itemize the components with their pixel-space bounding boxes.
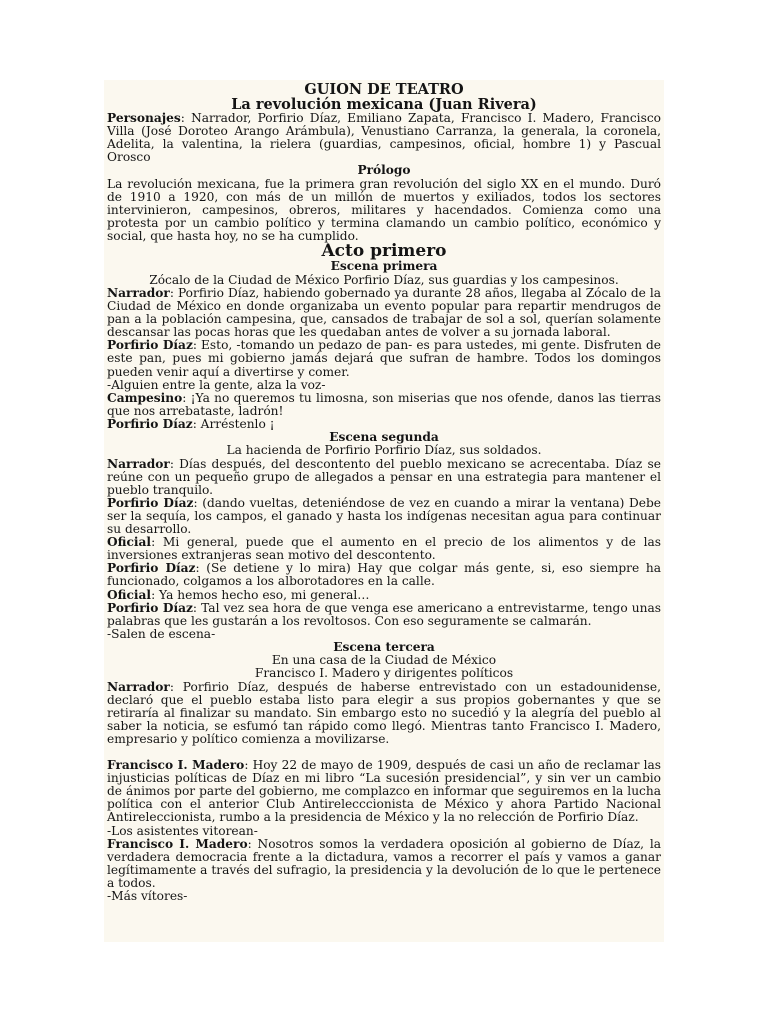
personajes-paragraph bbox=[107, 112, 661, 164]
speaker: Campesino bbox=[107, 390, 183, 405]
line-text: : (Se detiene y lo mira) Hay que colgar más gente, si, eso siempre ha funcionado, colgamos a los alborotadores en la calle. bbox=[107, 561, 661, 589]
acto-heading: Acto primero bbox=[321, 241, 447, 262]
escena3-setting-1: En una casa de la Ciudad de México bbox=[271, 653, 497, 668]
personajes-text: : Narrador, Porfirio Díaz, Emiliano Zapata, Francisco I. Madero, Francisco Villa (José Doroteo Arango Arámbula), Venustiano Carranza, la generala, la coronela, Adelita, la valentina, la rielera (guardias, campesinos, oficial, hombre 1) y Pascual Orosco bbox=[107, 111, 661, 165]
speaker: Porfirio Díaz bbox=[107, 338, 193, 353]
escena2-setting: La hacienda de Porfirio Porfirio Díaz, sus soldados. bbox=[226, 443, 542, 458]
dialogue-line bbox=[107, 497, 661, 536]
dialogue-line bbox=[107, 418, 661, 431]
dialogue-line bbox=[107, 562, 661, 588]
line-text: : Hoy 22 de mayo de 1909, después de casi un año de reclamar las injusticias políticas de Díaz en mi libro “La sucesión presidencial”, y sin ver un cambio de ánimos por parte del gobierno, me complazco en informar que seguiremos en la lucha política con el anterior Club Antirelecccionista de México y ahora Partido Nacional Antireleccionista, rumbo a la presidencia de México y la no relección de Porfirio Díaz. bbox=[107, 758, 661, 825]
document-title: GUION DE TEATRO bbox=[304, 81, 464, 98]
dialogue-line bbox=[107, 602, 661, 628]
speaker: Narrador bbox=[107, 285, 170, 300]
escena3-heading: Escena tercera bbox=[333, 639, 435, 654]
escena3-setting-2: Francisco I. Madero y dirigentes políticos bbox=[254, 666, 514, 681]
line-text: : Esto, -tomando un pedazo de pan- es para ustedes, mi gente. Disfruten de este pan, pues mi gobierno jamás dejará que sufran de hambre. Todos los domingos pueden venir aquí a divertirse y comer. bbox=[107, 338, 662, 379]
line-text: : Porfirio Díaz, habiendo gobernado ya durante 28 años, llegaba al Zócalo de la Ciudad de México en donde organizaba un evento popular para repartir mendrugos de pan a la población campesina, que, cansados de trabajar de sol a sol, querían solamente descansar las pocas horas que les quedaban antes de volver a su jornada laboral. bbox=[107, 285, 661, 340]
document-page bbox=[104, 80, 664, 942]
speaker: Narrador bbox=[107, 456, 170, 471]
prologo-text: La revolución mexicana, fue la primera gran revolución del siglo XX en el mundo. Duró de 1910 a 1920, con más de un millón de muertos y exiliados, todos los sectores intervinieron, campesinos, obreros, militares y hacendados. Comienza como una protesta por un cambio político y termina clamando un cambio político, económico y social, que hasta hoy, no se ha cumplido. bbox=[107, 176, 661, 244]
prologo-heading: Prólogo bbox=[357, 163, 411, 178]
escena2-heading: Escena segunda bbox=[329, 429, 439, 444]
speaker: Francisco I. Madero bbox=[107, 836, 248, 851]
speaker: Narrador bbox=[107, 679, 170, 694]
dialogue-line bbox=[107, 392, 661, 418]
speaker: Oficial bbox=[107, 587, 152, 602]
line-text: : ¡Ya no queremos tu limosna, son miserias que nos ofende, danos las tierras que nos arrebataste, ladrón! bbox=[107, 390, 661, 418]
line-text: : Mi general, puede que el aumento en el precio de los alimentos y de las inversiones extranjeras sean motivo del descontento. bbox=[107, 535, 661, 563]
dialogue-line bbox=[107, 287, 661, 339]
stage-direction: -Alguien entre la gente, alza la voz- bbox=[107, 377, 326, 392]
speaker: Porfirio Díaz bbox=[107, 495, 194, 510]
dialogue-line bbox=[107, 838, 661, 890]
dialogue-line bbox=[107, 458, 661, 497]
dialogue-line bbox=[107, 681, 661, 746]
personajes-label: Personajes bbox=[107, 111, 181, 125]
line-text: : Nosotros somos la verdadera oposición al gobierno de Díaz, la verdadera democracia frente a la dictadura, vamos a recorrer el país y vamos a ganar legítimamente a través del sufragio, la presidencia y la devolución de lo que le pertenece a todos. bbox=[107, 836, 661, 890]
speaker: Porfirio Díaz bbox=[107, 416, 193, 431]
dialogue-line bbox=[107, 536, 661, 562]
speaker: Oficial bbox=[107, 535, 152, 550]
line-text: : (dando vueltas, deteniéndose de vez en cuando a mirar la ventana) Debe ser la sequía, los campos, el ganado y hasta los indígenas necesitan agua para continuar su desarrollo. bbox=[107, 495, 661, 537]
line-text: : Porfirio Díaz, después de haberse entrevistado con un estadounidense, declaró que el pueblo estaba listo para elegir a sus propios gobernantes y que se retiraría al finalizar su mandato. Sin embargo esto no sucedió y la alegría del pueblo al saber la noticia, se esfumó tan rápido como llegó. Mientras tanto Francisco I. Madero, empresario y político comienza a movilizarse. bbox=[107, 679, 661, 746]
escena1-setting: Zócalo de la Ciudad de México Porfirio Díaz, sus guardias y los campesinos. bbox=[149, 272, 619, 287]
speaker: Porfirio Díaz bbox=[107, 600, 193, 615]
stage-direction: -Más vítores- bbox=[107, 888, 188, 903]
document-subtitle: La revolución mexicana (Juan Rivera) bbox=[231, 96, 537, 113]
speaker: Francisco I. Madero bbox=[107, 758, 245, 773]
dialogue-line bbox=[107, 339, 661, 378]
stage-direction: -Salen de escena- bbox=[107, 626, 216, 641]
line-text: : Arréstenlo ¡ bbox=[192, 416, 275, 431]
speaker: Porfirio Díaz bbox=[107, 561, 196, 576]
line-text: : Tal vez sea hora de que venga ese americano a entrevistarme, tengo unas palabras que les gustarán a los revoltosos. Con eso seguramente se calmarán. bbox=[107, 600, 662, 628]
dialogue-line bbox=[107, 759, 661, 824]
stage-direction: -Los asistentes vitorean- bbox=[107, 823, 258, 838]
line-text: : Días después, del descontento del pueblo mexicano se acrecentaba. Díaz se reúne con un pequeño grupo de allegados a pensar en una estrategia para mantener el pueblo tranquilo. bbox=[107, 456, 661, 497]
escena1-heading: Escena primera bbox=[330, 259, 438, 274]
line-text: : Ya hemos hecho eso, mi general… bbox=[151, 587, 370, 602]
